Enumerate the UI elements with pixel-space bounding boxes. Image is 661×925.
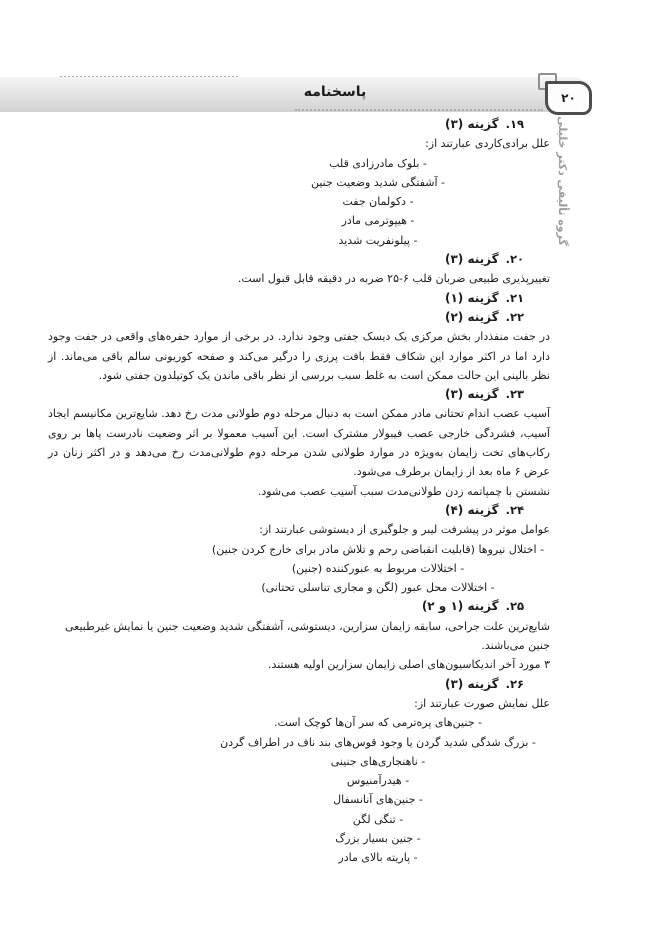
answer-head [48, 308, 550, 327]
bullet-list [208, 713, 548, 867]
page-number: ۲۰ [561, 91, 576, 105]
answer-paragraph: عوامل موثر در پیشرفت لیبر و جلوگیری از دیستوشی عبارتند از: [259, 523, 550, 537]
answer-item [48, 115, 550, 250]
bullet-item: - بلوک مادرزادی قلب [329, 156, 427, 170]
bullet-item: - ناهنجاری‌های جنینی [330, 754, 426, 768]
bullet-list [208, 154, 548, 250]
answer-number: ۱۹. [505, 117, 524, 131]
answer-item [48, 308, 550, 385]
answer-item [48, 250, 550, 289]
answer-paragraph: شایع‌ترین علت جراحی، سابقه زایمان سزارین، دیستوشی، آشفتگی شدید وضعیت جنین یا نمایش غیرطبیعی جنین می‌باشند. [64, 619, 550, 653]
answer-paragraph: ۳ مورد آخر اندیکاسیون‌های اصلی زایمان سزارین اولیه هستند. [267, 658, 550, 672]
answer-item [48, 675, 550, 868]
bullet-item: - اختلال نیروها (قابلیت انقباضی رحم و تلاش مادر برای خارج کردن جنین) [211, 542, 545, 556]
answer-number: ۲۵. [505, 599, 524, 614]
answer-option-label: گزینه (۲) [444, 309, 499, 324]
publisher-vertical-label: گروه تألیفی دکتر خلیلی [556, 116, 569, 246]
answer-number: ۲۱. [505, 290, 524, 305]
answer-paragraph: علل برادی‌کاردی عبارتند از: [425, 137, 550, 151]
answer-item [48, 289, 550, 308]
bullet-item: - اختلالات مربوط به عبورکننده (جنین) [291, 561, 465, 575]
bullet-item: - جنین بسیار بزرگ [335, 831, 421, 845]
answer-number: ۲۲. [505, 309, 524, 324]
answer-head [48, 385, 550, 404]
header-dotted-line-right [295, 109, 543, 111]
answer-number: ۲۶. [505, 676, 524, 691]
answer-option-label: گزینه (۱ و ۲) [421, 599, 499, 614]
answer-paragraph: تغییرپذیری طبیعی ضربان قلب ۶-۲۵ ضربه در دقیقه قابل قبول است. [237, 272, 550, 286]
answer-option-label: گزینه (۱) [444, 290, 499, 305]
answer-option-label: گزینه (۳) [444, 117, 499, 131]
answer-paragraph: در جفت منفذدار بخش مرکزی یک دیسک جفتی وجود ندارد. در برخی از موارد حفره‌های واقعی در جفت وجود دارد اما در اکثر موارد این شکاف فقط بافت پرزی را درگیر می‌کند و صفحه کوریونی سالم باقی می‌ماند. از نظر بالینی این حالت ممکن است به غلط سبب بررسی از نظر باقی ماندن یک کوتیلدون جفتی شود. [48, 330, 550, 382]
answer-paragraph: آسیب عصب اندام تحتانی مادر ممکن است به دنبال مرحله دوم طولانی مدت رخ دهد. شایع‌ترین مکانیسم ایجاد آسیب، فشردگی خارجی عصب فیبولار مشترک است. این آسیب معمولا بر اثر وضعیت نادرست پاها بر روی رکاب‌های تخت زایمان به‌ویژه در موارد طولانی شدن مرحله دوم طولانی‌مدت رخ می‌دهد و در اکثر زنان در عرض ۶ ماه بعد از زایمان برطرف می‌شود. [48, 407, 550, 479]
answer-item [48, 501, 550, 597]
answers [48, 115, 550, 868]
bullet-list [208, 540, 548, 598]
bullet-item: - هیدرآمنیوس [346, 774, 410, 788]
bullet-item: - جنین‌های آنانسفال [333, 793, 423, 807]
answer-head [48, 597, 550, 616]
answer-head [48, 501, 550, 520]
answer-number: ۲۳. [505, 387, 524, 402]
bullet-item: - هیپوترمی مادر [341, 214, 415, 228]
answer-number: ۲۴. [505, 502, 524, 517]
answer-head [48, 115, 550, 134]
page-title: پاسخنامه [303, 84, 367, 100]
bullet-item: - پاریته بالای مادر [338, 851, 418, 865]
page-number-badge [545, 81, 592, 115]
answer-head [48, 289, 550, 308]
answer-paragraph: نشستن با چمپاتمه زدن طولانی‌مدت سبب آسیب عصب می‌شود. [257, 484, 550, 498]
answer-item [48, 385, 550, 501]
answer-option-label: گزینه (۴) [444, 502, 499, 517]
bullet-item: - اختلالات محل عبور (لگن و مجاری تناسلی تحتانی) [261, 581, 495, 595]
bullet-item: - دکولمان جفت [342, 195, 414, 209]
bullet-item: - تنگی لگن [352, 812, 404, 826]
answer-item [48, 597, 550, 674]
answer-option-label: گزینه (۳) [444, 252, 499, 267]
bullet-item: - جنین‌های پره‌ترمی که سر آن‌ها کوچک است. [274, 716, 482, 730]
answer-head [48, 675, 550, 694]
answer-option-label: گزینه (۳) [444, 387, 499, 402]
bullet-item: - آشفتگی شدید وضعیت جنین [310, 175, 446, 189]
bullet-item: - پیلونفریت شدید [338, 233, 418, 247]
bullet-item: - بزرگ شدگی شدید گردن یا وجود قوس‌های بند ناف در اطراف گردن [220, 735, 536, 749]
answer-head [48, 250, 550, 269]
answer-paragraph: علل نمایش صورت عبارتند از: [414, 696, 550, 710]
answer-number: ۲۰. [505, 252, 524, 267]
answer-option-label: گزینه (۳) [444, 676, 499, 691]
